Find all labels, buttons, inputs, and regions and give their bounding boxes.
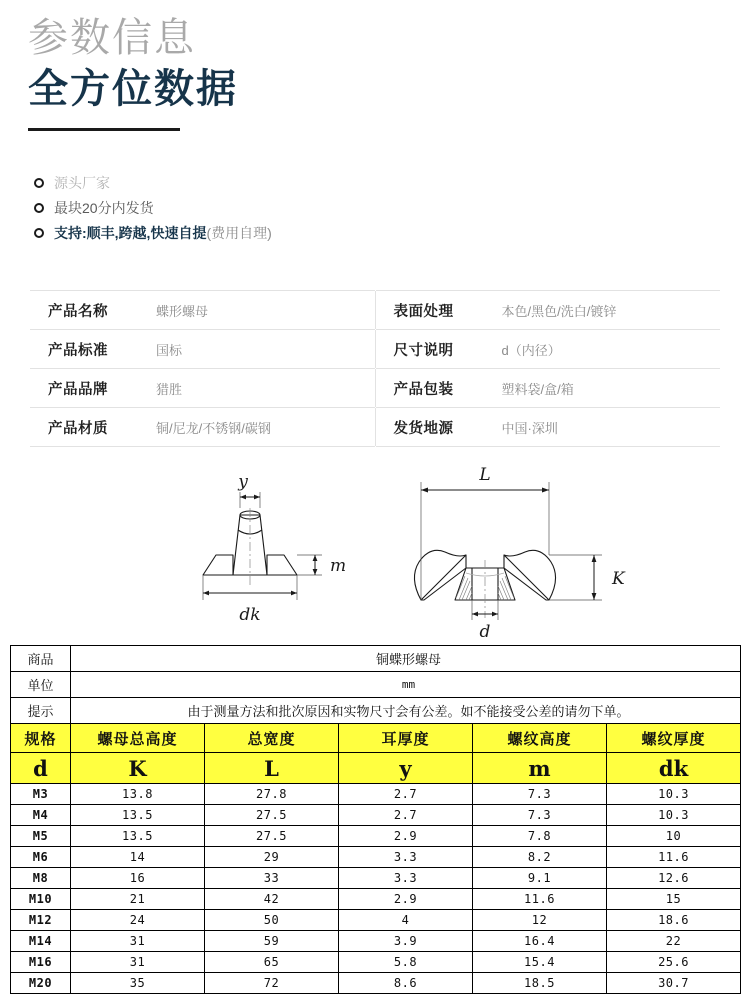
cell-m: 9.1 bbox=[473, 868, 607, 889]
cell-spec: M5 bbox=[11, 826, 71, 847]
cell-dk: 10.3 bbox=[607, 784, 741, 805]
cell-y: 3.9 bbox=[339, 931, 473, 952]
side-view-wing-nut bbox=[203, 492, 322, 600]
column-symbol: L bbox=[205, 753, 339, 784]
table-row bbox=[11, 910, 741, 931]
cell-m: 15.4 bbox=[473, 952, 607, 973]
cell-L: 50 bbox=[205, 910, 339, 931]
table-row bbox=[30, 330, 720, 369]
cell-spec: M3 bbox=[11, 784, 71, 805]
drawings-svg bbox=[0, 460, 750, 640]
cell-L: 27.5 bbox=[205, 826, 339, 847]
table-row bbox=[30, 291, 720, 330]
list-item bbox=[34, 172, 534, 194]
column-symbol: d bbox=[11, 753, 71, 784]
cell-L: 29 bbox=[205, 847, 339, 868]
column-symbol: y bbox=[339, 753, 473, 784]
table-row bbox=[11, 847, 741, 868]
cell-y: 2.7 bbox=[339, 805, 473, 826]
bullet-label-suffix: (费用自理) bbox=[206, 225, 272, 241]
cell-L: 42 bbox=[205, 889, 339, 910]
meta-key: 单位 bbox=[11, 672, 71, 698]
cell-spec: M8 bbox=[11, 868, 71, 889]
table-row bbox=[11, 826, 741, 847]
cell-K: 13.5 bbox=[71, 826, 205, 847]
bullet-label: 支持:顺丰,跨越,快速自提 bbox=[54, 225, 207, 241]
cell-y: 5.8 bbox=[339, 952, 473, 973]
info-value: 国标 bbox=[156, 330, 375, 369]
info-label: 产品名称 bbox=[30, 291, 156, 330]
table-header-row-symbols bbox=[11, 753, 741, 784]
cell-m: 12 bbox=[473, 910, 607, 931]
info-label: 尺寸说明 bbox=[376, 330, 502, 369]
cell-m: 8.2 bbox=[473, 847, 607, 868]
table-row bbox=[11, 784, 741, 805]
cell-dk: 25.6 bbox=[607, 952, 741, 973]
cell-y: 2.7 bbox=[339, 784, 473, 805]
column-symbol: dk bbox=[607, 753, 741, 784]
cell-spec: M6 bbox=[11, 847, 71, 868]
table-row bbox=[30, 408, 720, 447]
meta-value: mm bbox=[71, 672, 741, 698]
page-header bbox=[28, 14, 628, 131]
info-label: 产品材质 bbox=[30, 408, 156, 447]
cell-dk: 10 bbox=[607, 826, 741, 847]
dimension-label-K: K bbox=[612, 569, 625, 589]
cell-dk: 15 bbox=[607, 889, 741, 910]
column-header: 总宽度 bbox=[205, 724, 339, 753]
cell-K: 31 bbox=[71, 931, 205, 952]
title-underline-rule bbox=[28, 128, 180, 131]
column-symbol: m bbox=[473, 753, 607, 784]
cell-K: 31 bbox=[71, 952, 205, 973]
table-row-meta bbox=[11, 646, 741, 672]
cell-L: 59 bbox=[205, 931, 339, 952]
dimension-label-L: L bbox=[479, 465, 491, 485]
cell-L: 33 bbox=[205, 868, 339, 889]
bullet-label: 最块20分内发货 bbox=[54, 200, 154, 216]
cell-K: 13.8 bbox=[71, 784, 205, 805]
feature-bullet-list bbox=[34, 172, 534, 247]
cell-dk: 11.6 bbox=[607, 847, 741, 868]
column-header: 螺母总高度 bbox=[71, 724, 205, 753]
dimension-label-dk: dk bbox=[239, 605, 261, 625]
cell-m: 18.5 bbox=[473, 973, 607, 994]
cell-K: 16 bbox=[71, 868, 205, 889]
cell-dk: 30.7 bbox=[607, 973, 741, 994]
cell-m: 11.6 bbox=[473, 889, 607, 910]
info-value: 中国·深圳 bbox=[502, 408, 721, 447]
cell-K: 35 bbox=[71, 973, 205, 994]
cell-spec: M20 bbox=[11, 973, 71, 994]
info-value: 铜/尼龙/不锈钢/碳钢 bbox=[156, 408, 375, 447]
dimension-label-m: m bbox=[330, 556, 347, 576]
cell-y: 4 bbox=[339, 910, 473, 931]
cell-dk: 10.3 bbox=[607, 805, 741, 826]
table-row bbox=[11, 805, 741, 826]
info-value: 塑料袋/盒/箱 bbox=[502, 369, 721, 408]
table-row-meta bbox=[11, 698, 741, 724]
column-header: 规格 bbox=[11, 724, 71, 753]
page-title-secondary: 参数信息 bbox=[28, 16, 196, 60]
cell-spec: M10 bbox=[11, 889, 71, 910]
table-row bbox=[11, 973, 741, 994]
circle-bullet-icon bbox=[34, 228, 44, 238]
table-row bbox=[11, 931, 741, 952]
meta-value: 由于测量方法和批次原因和实物尺寸会有公差。如不能接受公差的请勿下单。 bbox=[71, 698, 741, 724]
column-header: 耳厚度 bbox=[339, 724, 473, 753]
column-header: 螺纹厚度 bbox=[607, 724, 741, 753]
cell-m: 16.4 bbox=[473, 931, 607, 952]
cell-y: 2.9 bbox=[339, 889, 473, 910]
cell-L: 72 bbox=[205, 973, 339, 994]
dimension-label-y: y bbox=[238, 472, 248, 492]
info-label: 产品标准 bbox=[30, 330, 156, 369]
cell-spec: M16 bbox=[11, 952, 71, 973]
cell-m: 7.8 bbox=[473, 826, 607, 847]
table-row bbox=[11, 868, 741, 889]
info-label: 产品包装 bbox=[376, 369, 502, 408]
cell-spec: M4 bbox=[11, 805, 71, 826]
technical-drawings bbox=[0, 460, 750, 640]
circle-bullet-icon bbox=[34, 178, 44, 188]
meta-value: 铜蝶形螺母 bbox=[71, 646, 741, 672]
meta-key: 商品 bbox=[11, 646, 71, 672]
table-header-row-cn bbox=[11, 724, 741, 753]
cell-K: 24 bbox=[71, 910, 205, 931]
cell-K: 21 bbox=[71, 889, 205, 910]
info-value: 猎胜 bbox=[156, 369, 375, 408]
list-item bbox=[34, 222, 534, 244]
info-value: d（内径） bbox=[502, 330, 721, 369]
specification-table bbox=[10, 645, 741, 994]
cell-K: 13.5 bbox=[71, 805, 205, 826]
cell-dk: 12.6 bbox=[607, 868, 741, 889]
page-title: 全方位数据 bbox=[28, 67, 238, 111]
cell-y: 8.6 bbox=[339, 973, 473, 994]
cell-y: 3.3 bbox=[339, 868, 473, 889]
cell-spec: M14 bbox=[11, 931, 71, 952]
front-view-wing-nut bbox=[414, 482, 602, 620]
cell-K: 14 bbox=[71, 847, 205, 868]
table-row bbox=[11, 889, 741, 910]
cell-m: 7.3 bbox=[473, 805, 607, 826]
cell-L: 65 bbox=[205, 952, 339, 973]
cell-y: 3.3 bbox=[339, 847, 473, 868]
table-row bbox=[30, 369, 720, 408]
info-label: 产品品牌 bbox=[30, 369, 156, 408]
column-header: 螺纹高度 bbox=[473, 724, 607, 753]
cell-dk: 22 bbox=[607, 931, 741, 952]
cell-L: 27.5 bbox=[205, 805, 339, 826]
circle-bullet-icon bbox=[34, 203, 44, 213]
info-label: 表面处理 bbox=[376, 291, 502, 330]
cell-spec: M12 bbox=[11, 910, 71, 931]
cell-m: 7.3 bbox=[473, 784, 607, 805]
info-value: 本色/黑色/洗白/镀锌 bbox=[502, 291, 721, 330]
cell-dk: 18.6 bbox=[607, 910, 741, 931]
dimension-label-d: d bbox=[479, 622, 491, 640]
cell-y: 2.9 bbox=[339, 826, 473, 847]
column-symbol: K bbox=[71, 753, 205, 784]
product-info-table bbox=[30, 290, 720, 447]
list-item bbox=[34, 197, 534, 219]
cell-L: 27.8 bbox=[205, 784, 339, 805]
meta-key: 提示 bbox=[11, 698, 71, 724]
info-label: 发货地源 bbox=[376, 408, 502, 447]
table-row-meta bbox=[11, 672, 741, 698]
bullet-label: 源头厂家 bbox=[54, 175, 110, 191]
info-value: 蝶形螺母 bbox=[156, 291, 375, 330]
table-row bbox=[11, 952, 741, 973]
